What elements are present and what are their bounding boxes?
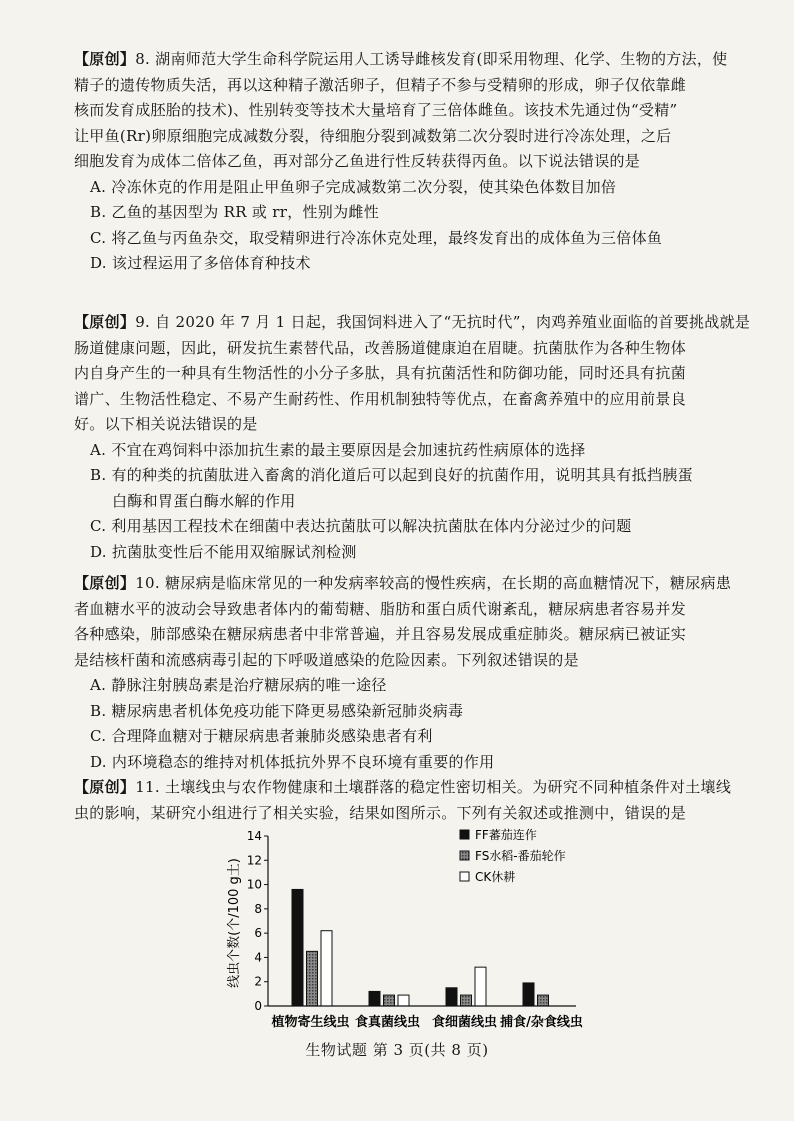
question-stem-line: 【原创】9. 自 2020 年 7 月 1 日起，我国饲料进入了“无抗时代”，肉鸡养殖业面临的首要挑战就是 [74, 313, 751, 331]
option-b-continued: 白酶和胃蛋白酶水解的作用 [112, 491, 296, 510]
bars [292, 889, 549, 1006]
y-tick-label: 12 [246, 853, 262, 868]
option-d: D. 该过程运用了多倍体育种技术 [90, 254, 311, 272]
legend-label: FS水稻-番茄轮作 [475, 849, 566, 863]
question-stem-line: 好。以下相关说法错误的是 [74, 415, 258, 433]
question-stem-line: 者血糖水平的波动会导致患者体内的葡萄糖、脂肪和蛋白质代谢紊乱，糖尿病患者容易并发 [74, 599, 687, 618]
option-a: A. 静脉注射胰岛素是治疗糖尿病的唯一途径 [90, 676, 387, 694]
option-a: A. 不宜在鸡饲料中添加抗生素的最主要原因是会加速抗药性病原体的选择 [90, 440, 586, 459]
question-11 [74, 775, 734, 826]
question-stem-line: 虫的影响，某研究小组进行了相关实验，结果如图所示。下列有关叙述或推测中，错误的是 [74, 803, 687, 822]
nematode-bar-chart [222, 822, 620, 1032]
question-stem-line: 【原创】11. 土壤线虫与农作物健康和土壤群落的稳定性密切相关。为研究不同种植条件对土壤线 [74, 778, 732, 796]
original-tag: 【原创】 [74, 574, 136, 592]
original-tag: 【原创】 [74, 313, 136, 331]
option-b: B. 乙鱼的基因型为 RR 或 rr，性别为雌性 [90, 203, 379, 221]
question-10 [74, 571, 734, 775]
bar [398, 995, 409, 1006]
question-stem-line: 肠道健康问题，因此，研发抗生素替代品，改善肠道健康迫在眉睫。抗菌肽作为各种生物体 [74, 338, 687, 357]
y-tick-label: 0 [254, 999, 262, 1013]
bar [475, 967, 486, 1006]
bar [446, 988, 457, 1006]
question-stem-line: 精子的遗传物质失活，再以这种精子激活卵子，但精子不参与受精卵的形成，卵子仅依靠雌 [74, 75, 687, 94]
y-tick-label: 4 [254, 950, 262, 965]
legend [460, 827, 566, 884]
x-axis [268, 1006, 583, 1030]
original-tag: 【原创】 [74, 50, 136, 68]
option-d: D. 抗菌肽变性后不能用双缩脲试剂检测 [90, 542, 357, 561]
question-stem-line: 是结核杆菌和流感病毒引起的下呼吸道感染的危险因素。下列叙述错误的是 [74, 650, 579, 669]
x-tick-label: 捕食/杂食线虫 [500, 1015, 583, 1030]
question-stem-line: 让甲鱼(Rr)卵原细胞完成减数分裂，待细胞分裂到减数第二次分裂时进行冷冻处理，之后 [74, 126, 672, 145]
bar [538, 995, 549, 1006]
bar [523, 983, 534, 1006]
option-a: A. 冷冻休克的作用是阻止甲鱼卵子完成减数第二次分裂，使其染色体数目加倍 [90, 177, 617, 196]
question-stem-line: 核而发育成胚胎的技术)、性别转变等技术大量培育了三倍体雌鱼。该技术先通过伪“受精” [74, 101, 678, 119]
y-tick-label: 2 [254, 974, 262, 989]
option-d: D. 内环境稳态的维持对机体抵抗外界不良环境有重要的作用 [90, 752, 495, 771]
bar [307, 951, 318, 1006]
x-tick-label: 食细菌线虫 [431, 1015, 498, 1030]
bar [369, 991, 380, 1006]
question-stem-line: 细胞发育为成体二倍体乙鱼，再对部分乙鱼进行性反转获得丙鱼。以下说法错误的是 [74, 152, 641, 170]
question-stem-line: 谱广、生物活性稳定、不易产生耐药性、作用机制独特等优点，在畜禽养殖中的应用前景良 [74, 389, 687, 408]
legend-label: FF蕃茄连作 [475, 828, 537, 842]
bar [461, 995, 472, 1006]
y-axis [247, 829, 268, 1013]
bar [292, 889, 303, 1006]
bar [384, 995, 395, 1006]
original-tag: 【原创】 [74, 778, 136, 796]
question-stem-line: 内自身产生的一种具有生物活性的小分子多肽，具有抗菌活性和防御功能，同时还具有抗菌 [74, 364, 687, 382]
y-tick-label: 14 [246, 829, 262, 843]
page-footer: 生物试题 第 3 页(共 8 页) [305, 1041, 489, 1059]
legend-swatch [460, 851, 469, 860]
y-tick-label: 8 [254, 901, 262, 916]
x-tick-label: 植物寄生线虫 [271, 1015, 350, 1030]
question-9 [74, 310, 751, 565]
option-c: C. 利用基因工程技术在细菌中表达抗菌肽可以解决抗菌肽在体内分泌过少的问题 [90, 517, 632, 535]
question-8 [74, 47, 734, 277]
x-tick-label: 食真菌线虫 [354, 1015, 421, 1030]
option-c: C. 将乙鱼与丙鱼杂交，取受精卵进行冷冻休克处理，最终发育出的成体鱼为三倍体鱼 [90, 228, 663, 247]
legend-swatch [460, 872, 469, 881]
option-b: B. 有的种类的抗菌肽进入畜禽的消化道后可以起到良好的抗菌作用，说明其具有抵挡胰蛋 [90, 466, 693, 484]
question-stem-line: 【原创】8. 湖南师范大学生命科学院运用人工诱导雌核发育(即采用物理、化学、生物的方法，使 [74, 50, 728, 68]
option-c: C. 合理降血糖对于糖尿病患者兼肺炎感染患者有利 [90, 727, 433, 745]
y-tick-label: 6 [254, 926, 262, 941]
y-axis-label: 线虫个数(个/100 g土) [227, 858, 242, 988]
y-tick-label: 10 [246, 877, 262, 892]
question-stem-line: 各种感染，肺部感染在糖尿病患者中非常普遍，并且容易发展成重症肺炎。糖尿病已被证实 [74, 625, 687, 643]
option-b: B. 糖尿病患者机体免疫功能下降更易感染新冠肺炎病毒 [90, 701, 464, 720]
bar [321, 931, 332, 1006]
legend-swatch [460, 830, 469, 839]
question-stem-line: 【原创】10. 糖尿病是临床常见的一种发病率较高的慢性疾病，在长期的高血糖情况下，糖尿病患 [74, 574, 732, 592]
legend-label: CK休耕 [475, 870, 516, 884]
